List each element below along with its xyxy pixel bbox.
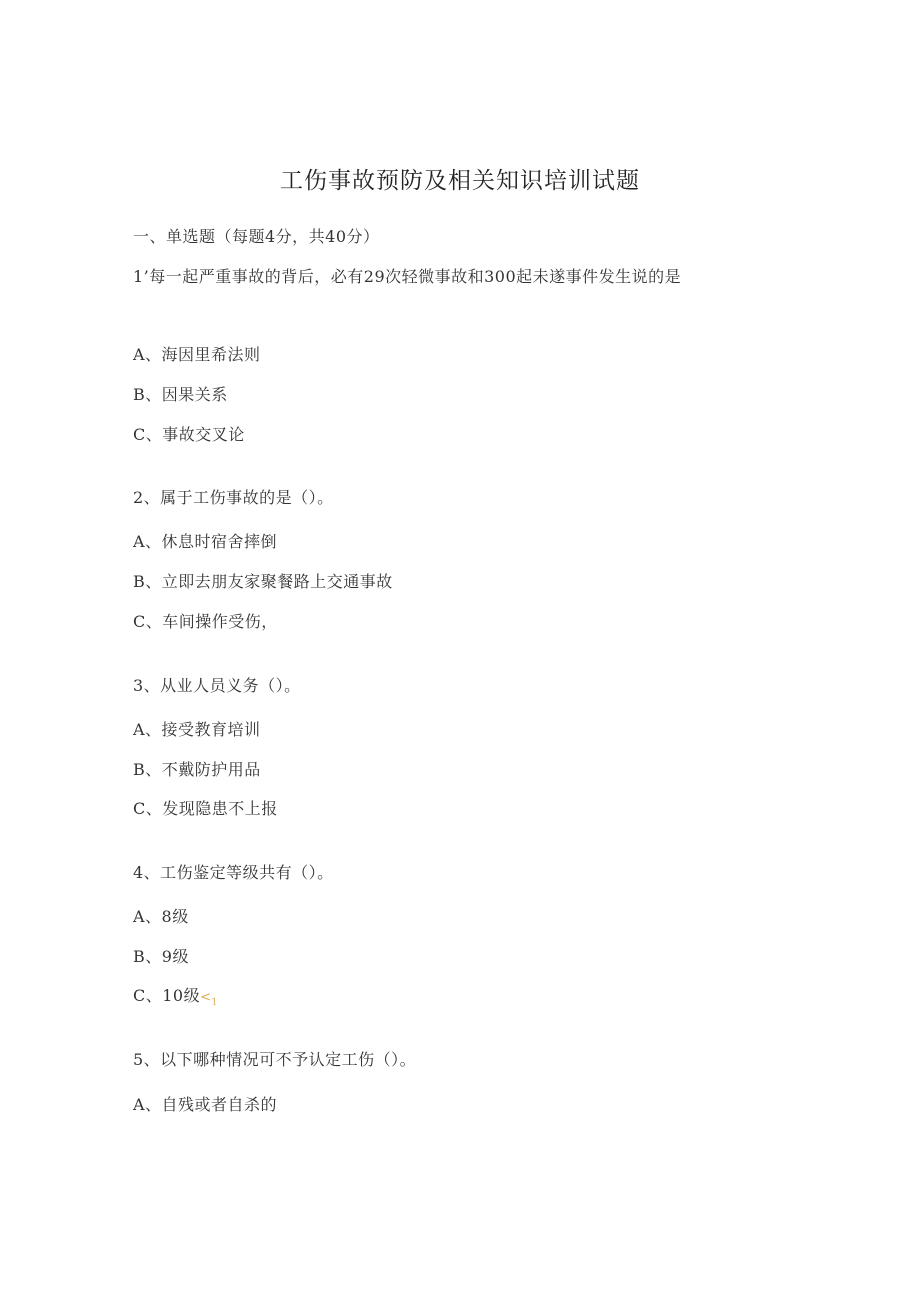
question-3-option-b: B、不戴防护用品 [133, 760, 261, 779]
question-4-option-c [133, 983, 218, 1008]
section-header: 一、单选题（每题4分，共40分） [133, 227, 380, 246]
question-1-stem: 1’每一起严重事故的背后，必有29次轻微事故和300起未遂事件发生说的是 [133, 267, 682, 286]
question-1-option-a: A、海因里希法则 [133, 345, 261, 364]
stray-mark: $<_1$ [200, 990, 218, 1008]
question-2-stem: 2、属于工伤事故的是（）。 [133, 488, 334, 507]
question-4-option-c-text: C、10级 [133, 986, 201, 1005]
question-4-option-a: A、8级 [133, 907, 189, 926]
question-1-option-b: B、因果关系 [133, 385, 228, 404]
question-4-stem: 4、工伤鉴定等级共有（）。 [133, 863, 334, 882]
question-5-stem: 5、以下哪种情况可不予认定工伤（）。 [133, 1050, 417, 1069]
question-2-option-a: A、休息时宿舍摔倒 [133, 532, 278, 551]
question-3-option-c: C、发现隐患不上报 [133, 799, 278, 818]
question-5-option-a: A、自残或者自杀的 [133, 1095, 278, 1114]
question-3-option-a: A、接受教育培训 [133, 720, 261, 739]
question-1-option-c: C、事故交叉论 [133, 425, 245, 444]
question-2-option-b: B、立即去朋友家聚餐路上交通事故 [133, 572, 393, 591]
page-title: 工伤事故预防及相关知识培训试题 [280, 168, 640, 194]
question-3-stem: 3、从业人员义务（）。 [133, 676, 301, 695]
question-4-option-b: B、9级 [133, 947, 189, 966]
question-2-option-c: C、车间操作受伤， [133, 612, 278, 631]
